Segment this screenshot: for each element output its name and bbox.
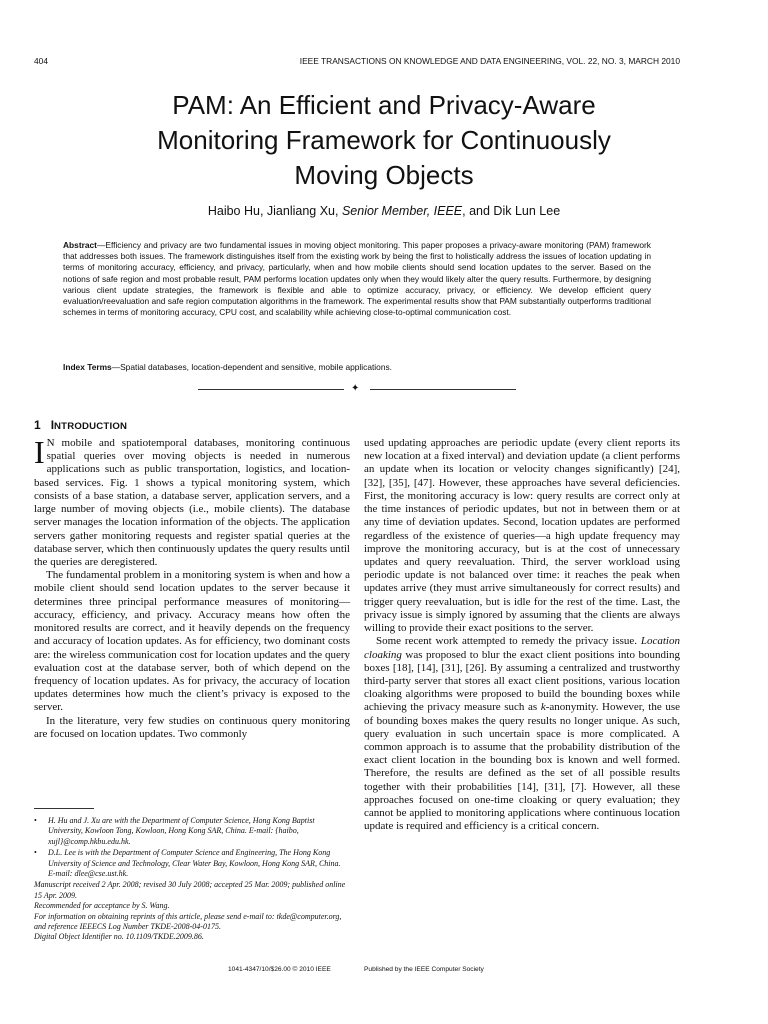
author-list xyxy=(34,204,734,218)
section-number: 1 xyxy=(34,418,41,432)
paper-title xyxy=(34,88,734,193)
location-cloaking-term: Location cloaking xyxy=(364,635,680,661)
recommended-by: Recommended for acceptance by S. Wang. xyxy=(34,901,170,911)
left-column xyxy=(34,434,350,741)
manuscript-dates: Manuscript received 2 Apr. 2008; revised 30 July 2008; accepted 25 Mar. 2009; published online 15 Apr. 2009. xyxy=(34,880,346,900)
bullet-icon: • xyxy=(34,816,37,825)
doi: Digital Object Identifier no. 10.1109/TKDE.2009.86. xyxy=(34,932,204,942)
title-line-3: Moving Objects xyxy=(294,160,474,190)
k-variable: k xyxy=(540,701,546,714)
publisher-line: Published by the IEEE Computer Society xyxy=(364,966,484,973)
footnote-rule xyxy=(34,808,94,809)
intro-paragraph-5 xyxy=(364,635,680,833)
intro-paragraph-1 xyxy=(34,434,350,569)
footnote-1-text: H. Hu and J. Xu are with the Department of Computer Science, Hong Kong Baptist University, Kowloon Tong, Kowloon, Hong Kong SAR, China. E-mail: {haibo, xujl}@comp.hkbu.edu.hk. xyxy=(48,816,315,846)
section-divider xyxy=(198,384,516,394)
p5-text-e: -anonymity. However, the use of bounding boxes makes the query results no longer unique. As such, query evaluation in such uncertain space is more complicated. A common approach is to assume that the probability distribution of the exact client location in the bounding box is known and well formed. Therefore, the results are defined as the set of all possible results together with their probabilities [14], [31], [7]. However, all these approaches focused on one-time cloaking or query evaluation; they cannot be applied to monitoring applications where continuous location update is required and efficiency is a critical concern. xyxy=(364,701,681,833)
p5-text-a: Some recent work attempted to remedy the privacy issue. xyxy=(376,635,641,648)
intro-paragraph-4: used updating approaches are periodic update (every client reports its new location at a fixed interval) and deviation update (a client performs an update when its location or velocity changes significantly) [24], [32], [35], [47]. However, these approaches have several deficiencies. First, the monitoring accuracy is low: query results are correct only at the time instances of periodic updates, but not in between them or at any time of deviation updates. Second, location updates are performed regardless of the existence of queries—a high update frequency may improve the monitoring accuracy, but is at the cost of unnecessary updates and query reevaluation. Third, the server workload using periodic update is not balanced over time: it reaches the peak when updates arrive (they must arrive simultaneously for correct results) and trigger query reevaluation, but is idle for the rest of the time. Last, the privacy issue is simply ignored by assuming that the clients are always willing to provide their exact positions to the server. xyxy=(364,437,680,635)
abstract-text: —Efficiency and privacy are two fundamental issues in moving object monitoring. This paper proposes a privacy-aware monitoring (PAM) framework that addresses both issues. The framework distinguishes itself from the existing work by being the first to holistically address the issues of location updating in terms of monitoring accuracy, efficiency, and privacy, particularly, when and how mobile clients should send location updates to the server. Based on the notions of safe region and most probable result, PAM performs location updates only when they would likely alter the query results. Furthermore, by designing various client update strategies, the framework is flexible and able to optimize accuracy, privacy, or efficiency. We develop efficient query evaluation/reevaluation and safe region computation algorithms in the framework. The experimental results show that PAM substantially outperforms traditional schemes in terms of monitoring accuracy, CPU cost, and scalability while achieving close-to-optimal communication cost. xyxy=(63,240,651,318)
right-column xyxy=(364,437,680,834)
drop-cap: I xyxy=(34,434,45,470)
intro-paragraph-2: The fundamental problem in a monitoring system is when and how a mobile client should send location updates to the server because it determines three principal performance measures of monitoring—accuracy, efficiency, and privacy. Accuracy means how often the monitored results are correct, and it heavily depends on the frequency and accuracy of location updates. As for efficiency, two dominant costs are: the wireless communication cost for location updates and the query evaluation cost at the database server, both of which depend on the frequency of location updates. As for privacy, the accuracy of location updates determines how much the client’s privacy is exposed to the server. xyxy=(34,569,350,714)
title-line-2: Monitoring Framework for Continuously xyxy=(157,125,611,155)
divider-line-left xyxy=(198,389,344,390)
footnote-affiliation-1 xyxy=(34,816,350,847)
page-number: 404 xyxy=(34,56,48,66)
index-terms-text: —Spatial databases, location-dependent and sensitive, mobile applications. xyxy=(111,362,392,372)
running-header xyxy=(34,56,680,70)
diamond-icon: ✦ xyxy=(351,383,360,394)
p5-text-c: was proposed to blur the exact client positions into bounding boxes [18], [14], [31], [26]. By assuming a centralized and trustworthy third-party server that stores all exact client positions, various location cloaking algorithms were proposed to build the bounding boxes while achieving the privacy measure such as xyxy=(364,648,680,714)
index-terms xyxy=(63,362,651,372)
authors-part-1: Haibo Hu, Jianliang Xu, xyxy=(207,204,342,218)
journal-header: IEEE TRANSACTIONS ON KNOWLEDGE AND DATA ENGINEERING, VOL. 22, NO. 3, MARCH 2010 xyxy=(299,56,680,66)
copyright-line: 1041-4347/10/$26.00 © 2010 IEEE xyxy=(228,966,331,973)
divider-line-right xyxy=(370,389,516,390)
abstract-label: Abstract xyxy=(63,240,97,250)
intro-paragraph-1-text: N mobile and spatiotemporal databases, monitoring continuous spatial queries over moving objects is needed in numerous applications such as public transportation, logistics, and location-based services. Fig. 1 shows a typical monitoring system, which consists of a base station, a database server, application servers, and a large number of moving objects (i.e., mobile clients). The database server manages the location information of the objects. The application servers gather monitoring requests and register spatial queries at the database server, which then continuously updates the query results until the queries are deregistered. xyxy=(34,437,350,568)
authors-part-3: , and Dik Lun Lee xyxy=(462,204,561,218)
section-title-initial: I xyxy=(50,418,55,432)
title-line-1: PAM: An Efficient and Privacy-Aware xyxy=(172,90,596,120)
footnote-affiliation-2 xyxy=(34,848,350,879)
abstract xyxy=(63,240,651,318)
authors-membership: Senior Member, IEEE xyxy=(341,204,463,218)
bullet-icon: • xyxy=(34,848,37,858)
section-heading xyxy=(34,418,127,432)
footnotes xyxy=(34,816,350,943)
footnote-2-text: D.L. Lee is with the Department of Computer Science and Engineering, The Hong Kong University of Science and Technology, Clear Water Bay, Kowloon, Hong Kong SAR, China. E-mail: dlee@cse.ust.hk. xyxy=(48,848,341,879)
reprint-info: For information on obtaining reprints of this article, please send e-mail to: tkde@computer.org, and reference IEEECS Log Number TKDE-2008-04-0175. xyxy=(34,911,342,932)
intro-paragraph-3: In the literature, very few studies on continuous query monitoring are focused on location updates. Two commonly xyxy=(34,714,350,740)
index-terms-label: Index Terms xyxy=(63,362,112,372)
section-title-rest: NTRODUCTION xyxy=(54,421,128,432)
